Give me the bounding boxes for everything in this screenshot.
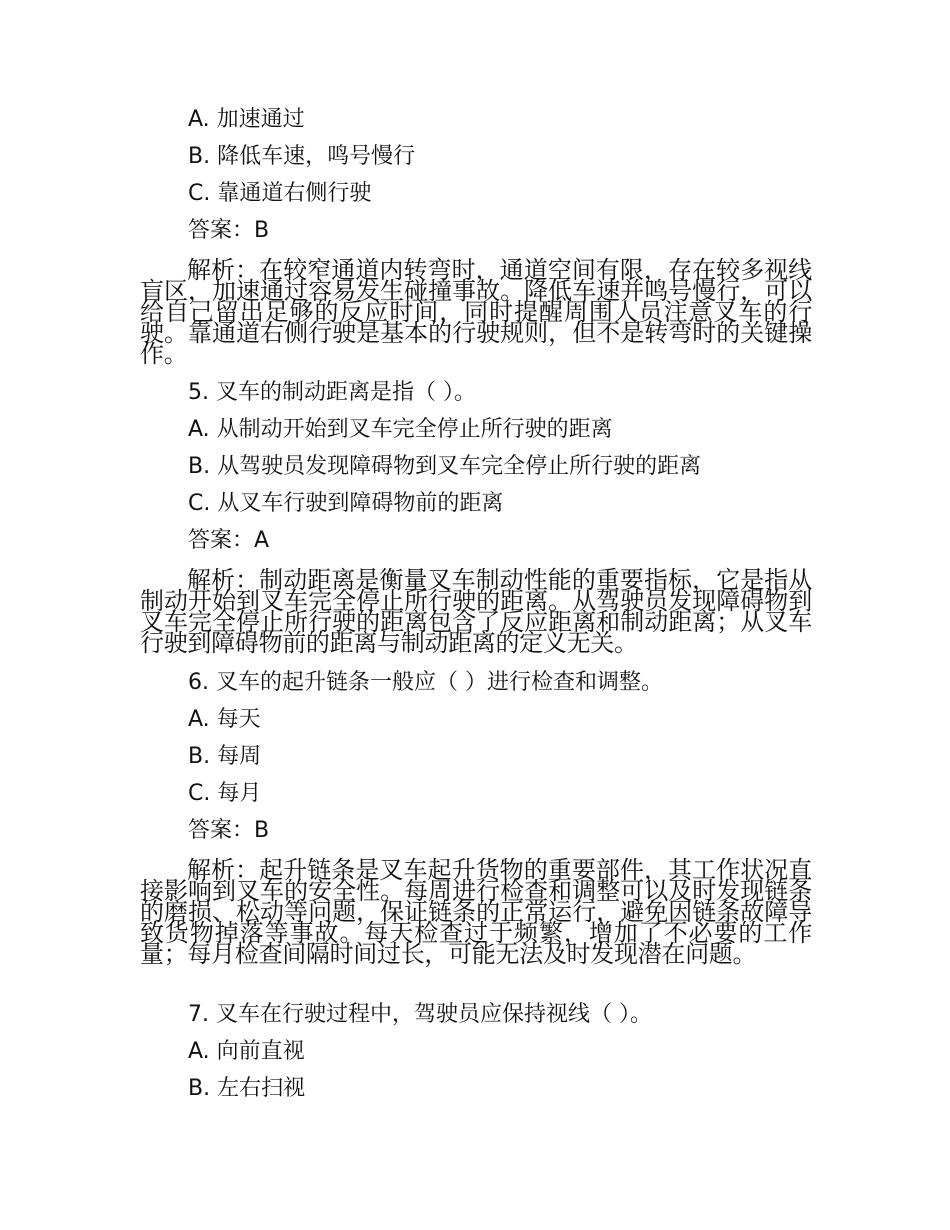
answer-line: 答案：B <box>188 218 270 243</box>
question-5-line: 5. 叉车的制动距离是指（ ）。 <box>188 380 476 405</box>
q5-answer-line: 答案：A <box>188 528 270 553</box>
question-7-line: 7. 叉车在行驶过程中，驾驶员应保持视线（ ）。 <box>188 1002 652 1027</box>
option-b-line: B. 降低车速，鸣号慢行 <box>188 144 416 169</box>
q6-answer-line: 答案：B <box>188 818 270 843</box>
q5-option-b-line: B. 从驾驶员发现障碍物到叉车完全停止所行驶的距离 <box>188 454 702 479</box>
question-6-line: 6. 叉车的起升链条一般应（ ）进行检查和调整。 <box>188 670 663 695</box>
q6-explanation-paragraph: 解析：起升链条是叉车起升货物的重要部件，其工作状况直接影响到叉车的安全性。每周进行检查和调整可以及时发现链条的磨损、松动等问题，保证链条的正常运行，避免因链条故障导致货物掉落等事故。每天检查过于频繁，增加了不必要的工作量；每月检查间隔时间过长，可能无法及时发现潜在问题。 <box>140 856 812 968</box>
explanation-paragraph: 解析：在较窄通道内转弯时，通道空间有限，存在较多视线盲区，加速通过容易发生碰撞事故。降低车速并鸣号慢行，可以给自己留出足够的反应时间，同时提醒周围人员注意叉车的行驶。靠通道右侧行驶是基本的行驶规则，但不是转弯时的关键操作。 <box>140 256 812 368</box>
q5-option-c-line: C. 从叉车行驶到障碍物前的距离 <box>188 491 504 516</box>
q5-option-a-line: A. 从制动开始到叉车完全停止所行驶的距离 <box>188 417 613 442</box>
q5-explanation-paragraph: 解析：制动距离是衡量叉车制动性能的重要指标，它是指从制动开始到叉车完全停止所行驶的距离。从驾驶员发现障碍物到叉车完全停止所行驶的距离包含了反应距离和制动距离；从叉车行驶到障碍物前的距离与制动距离的定义无关。 <box>140 566 812 657</box>
option-c-line: C. 靠通道右侧行驶 <box>188 181 372 206</box>
q7-option-a-line: A. 向前直视 <box>188 1039 305 1064</box>
q6-option-b-line: B. 每周 <box>188 744 262 769</box>
q7-option-b-line: B. 左右扫视 <box>188 1076 306 1101</box>
q6-option-c-line: C. 每月 <box>188 781 262 806</box>
option-a-line: A. 加速通过 <box>188 107 305 132</box>
q6-option-a-line: A. 每天 <box>188 707 261 732</box>
